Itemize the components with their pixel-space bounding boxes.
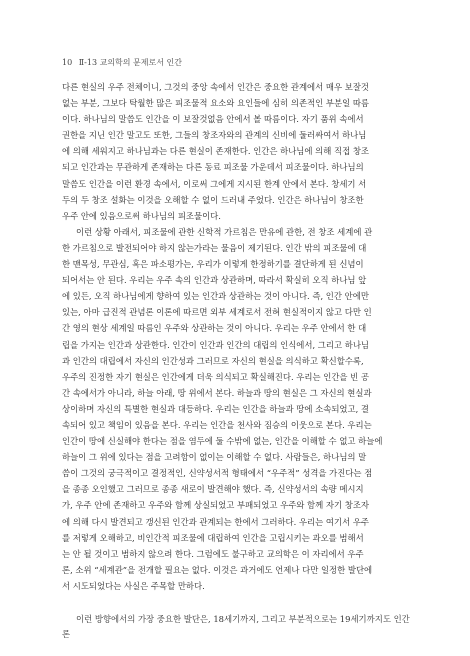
footnote-paragraph	[62, 612, 410, 639]
text-line: 에 있든, 오직 하나님에게 향하여 있는 인간과 상관하는 것이 아니다. 즉, 인간 안에만	[62, 291, 369, 302]
text-line: 상이하며 자신의 특별한 현실과 대등하다. 우리는 인간을 하늘과 땅에 소속되었고, 결	[62, 403, 370, 414]
text-line: 에 의해 세워지고 하나님과는 다른 현실이 존재한다. 인간은 하나님에 의해 직접 창조	[62, 146, 370, 157]
text-line: 두의 두 창조 설화는 이것을 오해할 수 없이 드러내 주었다. 인간은 하나님이 창조한	[62, 194, 364, 205]
paragraph-1	[62, 79, 410, 224]
text-line: 가, 우주 안에 존재하고 우주와 함께 상실되었고 부패되었고 우주와 함께 자기 창조자	[62, 500, 370, 511]
running-head	[62, 57, 182, 68]
running-title: Ⅱ-13 교의학의 문제로서 인간	[78, 58, 182, 67]
text-line: 이런 방향에서의 가장 중요한 발단은, 18세기까지, 그리고 부분적으로는 19세기까지도 인간론	[62, 614, 410, 639]
text-line: 말씀도 인간을 이런 환경 속에서, 이로써 그에게 지시된 한계 안에서 본다. 창세기 서	[62, 178, 367, 189]
text-line: 하늘이 그 위에 있다는 점을 고려함이 없이는 이해할 수 없다. 사람들은, 하나님의 말	[62, 452, 367, 463]
text-line: 간 속에서가 아니라, 하늘 아래, 땅 위에서 본다. 하늘과 땅의 현실은 그 자신의 현실과	[62, 387, 372, 398]
text-line: 권한을 지닌 인간 말고도 또한, 그들의 창조자와의 관계의 신비에 둘러싸여서 하나님	[62, 130, 367, 141]
text-line: 이다. 하나님의 말씀도 인간을 이 보잘것없음 안에서 볼 따름이다. 자기 품위 속에서	[62, 114, 364, 125]
text-line: 우주의 진정한 자기 현실은 인간에게 더욱 의식되고 확실해진다. 우리는 인간을 빈 공	[62, 371, 370, 382]
text-line: 를 저렇게 오해하고, 비인간적 피조물에 대립하여 인간을 고립시키는 과오를 범해서	[62, 532, 364, 543]
text-line: 립을 가지는 인간과 상관한다. 인간이 인간과 인간의 대립의 인식에서, 그리고 하나님	[62, 339, 370, 350]
text-line: 한 맨목성, 무관심, 혹은 파소평가는, 우리가 이렇게 한정하기를 결단하게 된 신념이	[62, 259, 364, 270]
text-line: 을 종종 오인했고 그러므로 종종 새로이 발견해야 했다. 즉, 신약성서의 속량 메시지	[62, 484, 364, 495]
text-line: 씀이 그것의 궁극적이고 결정적인, 신약성서적 형태에서 “우주적” 성격을 가진다는 점	[62, 468, 373, 479]
text-line: 다른 현실의 우주 전체이니, 그것의 중앙 속에서 인간은 중요한 관계에서 매우 보잘것	[62, 82, 370, 92]
text-line: 우주 안에 있음으로써 하나님의 피조물이다.	[62, 210, 221, 221]
text-line: 되어서는 안 된다. 우리는 우주 속의 인간과 상관하며, 따라서 확실히 오직 하나님 앞	[62, 275, 367, 286]
text-line: 과 인간의 대립에서 자신의 인간성과 그러므로 자신의 현실을 의식하고 확신할수록,	[62, 355, 364, 366]
text-line: 에 의해 다시 발견되고 갱신된 인간과 관계되는 한에서 그러하다. 우리는 여기서 우주	[62, 516, 370, 527]
text-line: 이런 상황 아래서, 피조물에 관한 신학적 가르침은 만유에 관한, 전 창조 세계에 관	[76, 226, 373, 237]
text-line: 없는 부분, 그보다 탁월한 많은 피조물적 요소와 요인들에 심히 의존적인 부분일 따름	[62, 98, 370, 109]
text-line: 는 안 될 것이고 범하지 않으려 한다. 그럼에도 불구하고 교의학은 이 자리에서 우주	[62, 548, 364, 559]
text-line: 론, 소위 “세계관”을 전개할 필요는 없다. 이것은 과거에도 언제나 다만 일정한 발단에	[62, 564, 373, 575]
text-line: 간 영의 현상 세계일 따름인 우주와 상관하는 것이 아니다. 우리는 우주 안에서 한 대	[62, 323, 367, 334]
text-line: 속되어 있고 책임이 있음을 본다. 우리는 인간을 천사와 짐승의 이웃으로 본다. 우리는	[62, 419, 372, 430]
text-line: 서 시도되었다는 사실은 주목할 만하다.	[62, 580, 205, 591]
page-number: 10	[62, 58, 73, 67]
text-line: 한 가르침으로 발전되어야 하지 않는가라는 물음이 제기된다. 인간 밖의 피조물에 대	[62, 242, 367, 253]
text-line: 인간이 땅에 신실해야 한다는 점을 염두에 둘 수밖에 없는, 인간을 이해할 수 없고 하늘에	[62, 436, 383, 447]
text-line: 되고 인간과는 무관하게 존재하는 다른 동료 피조물 가운데서 피조물이다. 하나님의	[62, 162, 364, 173]
paragraph-2	[62, 224, 410, 594]
body-text	[62, 79, 410, 594]
text-line: 있는, 아마 급진적 관념론 이론에 따르면 외부 세계로서 전혀 현실적이지 않고 다만 인	[62, 307, 372, 318]
